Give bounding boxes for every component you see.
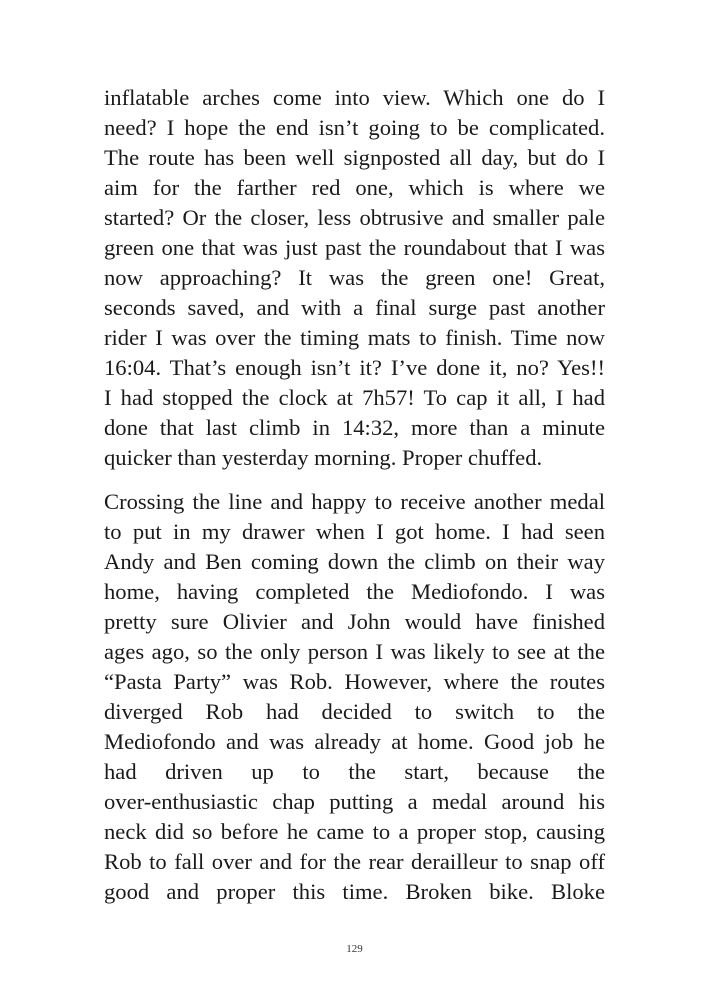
- page-body: [104, 83, 605, 907]
- text-line: ages ago, so the only person I was likely to see at the: [104, 639, 605, 664]
- text-line: Mediofondo and was already at home. Good job he: [104, 729, 605, 754]
- text-line: had driven up to the start, because the: [104, 759, 605, 784]
- paragraph-2: [104, 487, 605, 907]
- paragraph-1: [104, 83, 605, 473]
- text-line: inflatable arches come into view. Which one do I: [104, 85, 605, 110]
- text-line: need? I hope the end isn’t going to be complicated.: [104, 115, 605, 140]
- text-line: rider I was over the timing mats to finish. Time now: [104, 325, 605, 350]
- text-line: neck did so before he came to a proper stop, causing: [104, 819, 605, 844]
- text-line: Rob to fall over and for the rear derailleur to snap off: [104, 849, 605, 874]
- text-line: started? Or the closer, less obtrusive and smaller pale: [104, 205, 605, 230]
- text-line: green one that was just past the roundabout that I was: [104, 235, 605, 260]
- text-line: home, having completed the Mediofondo. I was: [104, 579, 605, 604]
- text-line: The route has been well signposted all day, but do I: [104, 145, 605, 170]
- text-line: over-enthusiastic chap putting a medal around his: [104, 789, 605, 814]
- text-line: quicker than yesterday morning. Proper chuffed.: [104, 445, 543, 470]
- text-line: diverged Rob had decided to switch to the: [104, 699, 605, 724]
- text-line: aim for the farther red one, which is where we: [104, 175, 605, 200]
- page-number: 129: [346, 943, 363, 955]
- text-line: Andy and Ben coming down the climb on their way: [104, 549, 605, 574]
- text-line: now approaching? It was the green one! Great,: [104, 265, 605, 290]
- paragraph-gap: [104, 473, 605, 487]
- text-line: done that last climb in 14:32, more than a minute: [104, 415, 605, 440]
- text-line: Crossing the line and happy to receive another medal: [104, 489, 605, 514]
- text-line: I had stopped the clock at 7h57! To cap it all, I had: [104, 385, 605, 410]
- text-line: 16:04. That’s enough isn’t it? I’ve done it, no? Yes!!: [104, 355, 605, 380]
- text-line: good and proper this time. Broken bike. Bloke: [104, 879, 605, 904]
- text-line: pretty sure Olivier and John would have finished: [104, 609, 605, 634]
- text-line: “Pasta Party” was Rob. However, where the routes: [104, 669, 605, 694]
- text-line: to put in my drawer when I got home. I had seen: [104, 519, 605, 544]
- text-line: seconds saved, and with a final surge past another: [104, 295, 605, 320]
